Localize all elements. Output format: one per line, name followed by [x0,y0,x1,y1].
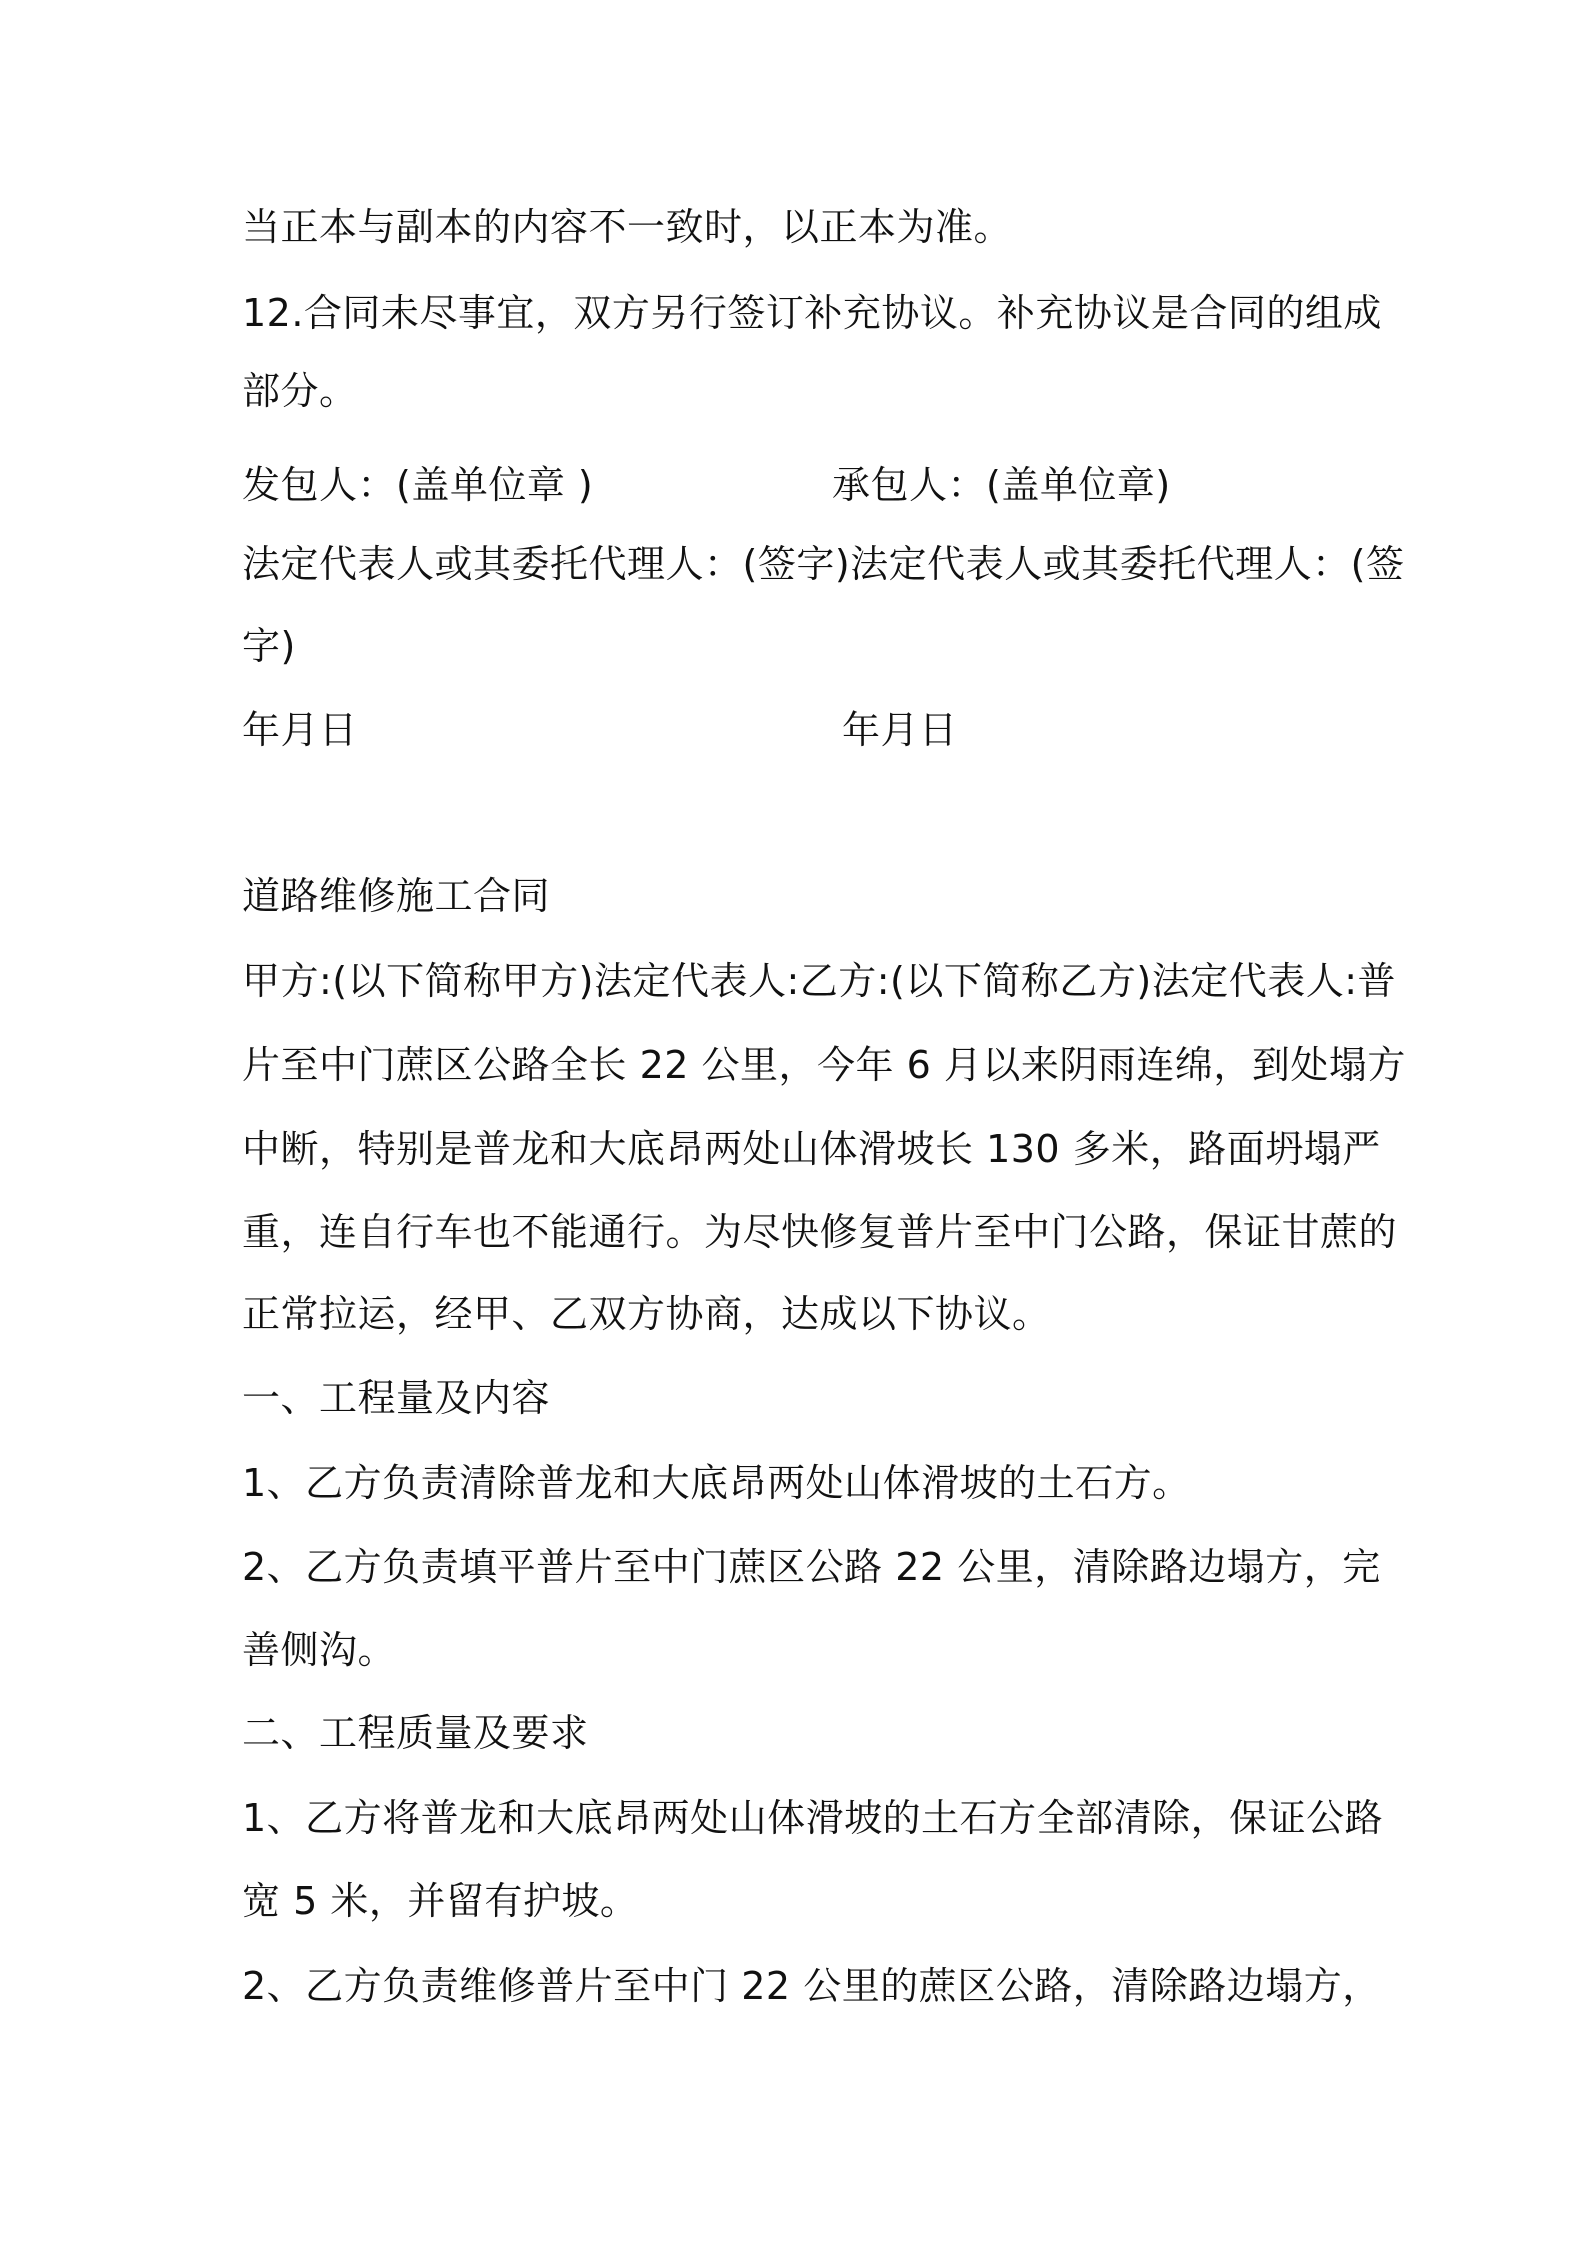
party-a-date: 年月日 [242,708,358,752]
representative-signature-line: 法定代表人或其委托代理人：(签字)法定代表人或其委托代理人：(签 [242,542,1405,586]
contract-body-line: 中断，特别是普龙和大底昂两处山体滑坡长 130 多米，路面坍塌严 [242,1127,1381,1171]
paragraph-line: 12.合同未尽事宜，双方另行签订补充协议。补充协议是合同的组成 [242,291,1382,335]
section-item: 2、乙方负责维修普片至中门 22 公里的蔗区公路，清除路边塌方， [242,1964,1381,2008]
paragraph-line: 部分。 [242,369,358,413]
contract-body-line: 片至中门蔗区公路全长 22 公里，今年 6 月以来阴雨连绵，到处塌方 [242,1043,1406,1087]
section-item: 1、乙方将普龙和大底昂两处山体滑坡的土石方全部清除，保证公路 [242,1796,1384,1840]
section-heading: 一、工程量及内容 [242,1376,551,1420]
paragraph-line: 当正本与副本的内容不一致时，以正本为准。 [242,205,1013,249]
contract-body-line: 甲方:(以下简称甲方)法定代表人:乙方:(以下简称乙方)法定代表人:普 [242,959,1397,1003]
party-b-seal-label: 承包人：(盖单位章) [832,463,1171,507]
section-heading: 二、工程质量及要求 [242,1711,589,1755]
section-item: 善侧沟。 [242,1628,397,1672]
representative-signature-line-wrap: 字) [242,624,296,668]
section-item: 2、乙方负责填平普片至中门蔗区公路 22 公里，清除路边塌方，完 [242,1545,1381,1589]
contract-body-line: 正常拉运，经甲、乙双方协商，达成以下协议。 [242,1292,1051,1336]
section-item: 1、乙方负责清除普龙和大底昂两处山体滑坡的土石方。 [242,1461,1191,1505]
section-item: 宽 5 米，并留有护坡。 [242,1879,639,1923]
contract-body-line: 重，连自行车也不能通行。为尽快修复普片至中门公路，保证甘蔗的 [242,1210,1398,1254]
party-a-seal-label: 发包人：(盖单位章 ) [242,463,594,507]
party-b-date: 年月日 [842,708,958,752]
contract-title: 道路维修施工合同 [242,874,551,918]
